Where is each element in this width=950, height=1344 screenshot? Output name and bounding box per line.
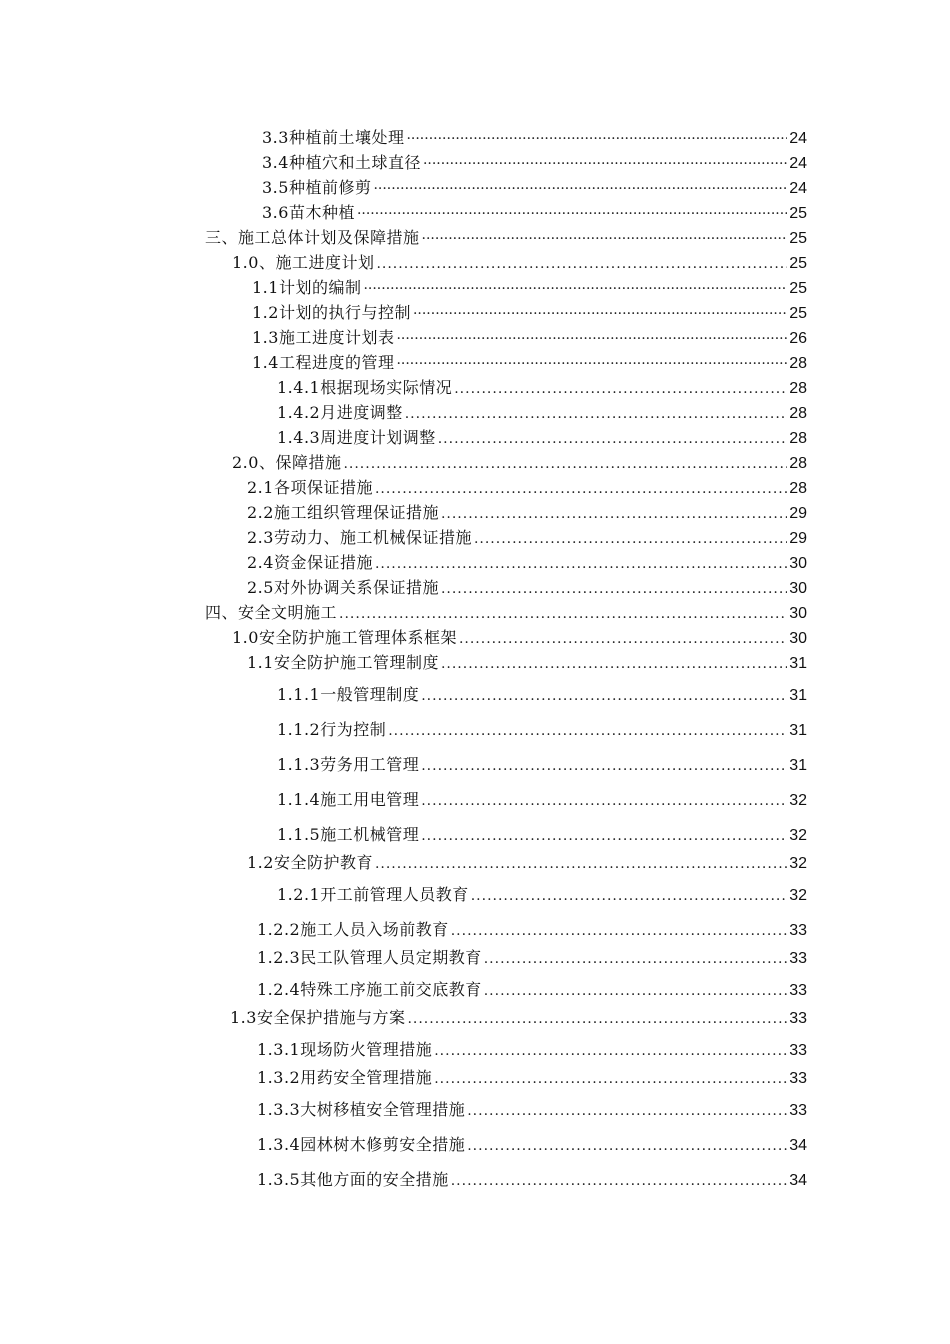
toc-entry-title: 1.0、施工进度计划 <box>232 253 375 272</box>
toc-entry[interactable] <box>247 526 807 550</box>
toc-entry-page: 33 <box>789 982 807 999</box>
toc-leader <box>459 627 787 651</box>
toc-leader <box>339 602 787 626</box>
toc-entry[interactable] <box>277 718 807 742</box>
toc-leader <box>441 652 787 676</box>
toc-entry-page: 26 <box>789 330 807 347</box>
toc-entry-title: 1.1.5施工机械管理 <box>277 825 420 844</box>
toc-entry-title: 2.4资金保证措施 <box>247 553 373 572</box>
toc-leader <box>413 302 787 326</box>
toc-entry-page: 31 <box>789 757 807 774</box>
toc-entry[interactable] <box>257 1038 807 1062</box>
toc-leader <box>375 477 787 501</box>
toc-entry-page: 28 <box>789 455 807 472</box>
toc-entry-page: 34 <box>789 1172 807 1189</box>
toc-leader <box>363 277 787 301</box>
toc-leader <box>421 754 787 778</box>
toc-leader <box>388 719 787 743</box>
toc-entry-title: 1.0安全防护施工管理体系框架 <box>232 628 457 647</box>
toc-entry[interactable] <box>257 978 807 1002</box>
toc-entry-page: 34 <box>789 1137 807 1154</box>
toc-leader <box>454 377 787 401</box>
toc-entry-title: 1.2.4特殊工序施工前交底教育 <box>257 980 482 999</box>
toc-leader <box>438 427 787 451</box>
toc-entry[interactable] <box>247 651 807 675</box>
toc-entry-page: 30 <box>789 555 807 572</box>
toc-entry-title: 1.1安全防护施工管理制度 <box>247 653 439 672</box>
toc-entry-page: 33 <box>789 922 807 939</box>
toc-entry-title: 1.1.4施工用电管理 <box>277 790 420 809</box>
toc-entry-title: 2.0、保障措施 <box>232 453 342 472</box>
toc-leader <box>406 127 787 151</box>
toc-entry-page: 29 <box>789 530 807 547</box>
toc-entry-page: 25 <box>789 230 807 247</box>
toc-entry-page: 29 <box>789 505 807 522</box>
toc-leader <box>396 352 787 376</box>
toc-entry[interactable] <box>232 626 807 650</box>
toc-entry[interactable] <box>252 276 807 300</box>
toc-entry-page: 28 <box>789 480 807 497</box>
toc-entry-title: 2.2施工组织管理保证措施 <box>247 503 439 522</box>
toc-entry-title: 3.3种植前土壤处理 <box>262 128 405 147</box>
toc-entry-title: 1.1.3劳务用工管理 <box>277 755 420 774</box>
toc-leader <box>375 552 787 576</box>
toc-leader <box>421 824 787 848</box>
toc-entry-title: 2.3劳动力、施工机械保证措施 <box>247 528 472 547</box>
toc-leader <box>484 947 787 971</box>
toc-entry[interactable] <box>277 426 807 450</box>
toc-entry-title: 1.3安全保护措施与方案 <box>230 1008 406 1027</box>
toc-leader <box>467 1134 787 1158</box>
toc-leader <box>421 684 787 708</box>
toc-entry-title: 3.6苗木种植 <box>262 203 355 222</box>
toc-entry[interactable] <box>262 151 807 175</box>
toc-leader <box>467 1099 787 1123</box>
toc-entry-page: 33 <box>789 950 807 967</box>
toc-entry-page: 33 <box>789 1042 807 1059</box>
toc-entry-page: 32 <box>789 855 807 872</box>
toc-leader <box>441 502 787 526</box>
toc-entry-page: 33 <box>789 1070 807 1087</box>
toc-entry-title: 1.3.3大树移植安全管理措施 <box>257 1100 466 1119</box>
toc-entry-title: 1.1计划的编制 <box>252 278 362 297</box>
toc-entry-title: 3.4种植穴和土球直径 <box>262 153 421 172</box>
toc-entry-title: 1.4.3周进度计划调整 <box>277 428 436 447</box>
toc-entry-title: 1.3.5其他方面的安全措施 <box>257 1170 449 1189</box>
toc-entry-page: 30 <box>789 605 807 622</box>
toc-entry[interactable] <box>257 1098 807 1122</box>
toc-leader <box>396 327 787 351</box>
toc-entry[interactable] <box>230 1006 807 1030</box>
toc-entry-page: 33 <box>789 1102 807 1119</box>
toc-entry-page: 28 <box>789 380 807 397</box>
toc-entry-title: 1.4工程进度的管理 <box>252 353 395 372</box>
toc-entry[interactable] <box>277 788 807 812</box>
toc-entry-page: 31 <box>789 722 807 739</box>
toc-leader <box>423 152 787 176</box>
toc-entry[interactable] <box>257 1066 807 1090</box>
toc-entry[interactable] <box>277 401 807 425</box>
toc-entry[interactable] <box>252 326 807 350</box>
toc-entry-page: 31 <box>789 687 807 704</box>
toc-entry-title: 2.5对外协调关系保证措施 <box>247 578 439 597</box>
toc-entry[interactable] <box>247 551 807 575</box>
toc-leader <box>474 527 787 551</box>
toc-entry[interactable] <box>257 946 807 970</box>
toc-entry[interactable] <box>247 851 807 875</box>
toc-entry[interactable] <box>205 601 807 625</box>
toc-leader <box>441 577 787 601</box>
toc-entry-page: 30 <box>789 580 807 597</box>
toc-entry-page: 28 <box>789 355 807 372</box>
toc-entry-page: 28 <box>789 405 807 422</box>
toc-entry-title: 2.1各项保证措施 <box>247 478 373 497</box>
toc-entry[interactable] <box>247 576 807 600</box>
toc-entry-title: 1.2.2施工人员入场前教育 <box>257 920 449 939</box>
toc-leader <box>422 227 788 251</box>
toc-entry-title: 1.3.4园林树木修剪安全措施 <box>257 1135 466 1154</box>
toc-entry[interactable] <box>277 753 807 777</box>
toc-entry-title: 1.3.1现场防火管理措施 <box>257 1040 433 1059</box>
toc-leader <box>375 852 787 876</box>
toc-entry[interactable] <box>277 683 807 707</box>
toc-entry-page: 25 <box>789 205 807 222</box>
toc-entry[interactable] <box>262 201 807 225</box>
toc-entry[interactable] <box>232 251 807 275</box>
toc-entry-page: 24 <box>789 130 807 147</box>
toc-entry[interactable] <box>277 883 807 907</box>
toc-entry[interactable] <box>247 501 807 525</box>
toc-entry[interactable] <box>262 126 807 150</box>
toc-leader <box>407 1007 787 1031</box>
toc-entry-page: 25 <box>789 280 807 297</box>
toc-leader <box>451 1169 787 1193</box>
toc-leader <box>421 789 787 813</box>
toc-entry-page: 25 <box>789 305 807 322</box>
toc-leader <box>484 979 787 1003</box>
toc-entry[interactable] <box>257 1168 807 1192</box>
toc-entry-title: 1.4.2月进度调整 <box>277 403 403 422</box>
toc-entry-title: 四、安全文明施工 <box>205 603 338 622</box>
toc-entry-page: 32 <box>789 887 807 904</box>
toc-entry-page: 24 <box>789 155 807 172</box>
toc-entry[interactable] <box>257 918 807 942</box>
toc-leader <box>451 919 787 943</box>
toc-entry[interactable] <box>252 301 807 325</box>
toc-leader <box>434 1039 787 1063</box>
toc-entry-page: 33 <box>789 1010 807 1027</box>
toc-entry[interactable] <box>205 226 807 250</box>
toc-leader <box>373 177 787 201</box>
toc-entry-title: 1.1.2行为控制 <box>277 720 387 739</box>
toc-entry-title: 1.2.3民工队管理人员定期教育 <box>257 948 482 967</box>
toc-entry-title: 1.3施工进度计划表 <box>252 328 395 347</box>
toc-entry-title: 1.2安全防护教育 <box>247 853 373 872</box>
toc-entry[interactable] <box>257 1133 807 1157</box>
toc-entry-title: 三、施工总体计划及保障措施 <box>205 228 420 247</box>
toc-entry-title: 1.1.1一般管理制度 <box>277 685 420 704</box>
toc-entry[interactable] <box>277 376 807 400</box>
toc-leader <box>376 252 787 276</box>
toc-entry-page: 32 <box>789 827 807 844</box>
toc-entry[interactable] <box>232 451 807 475</box>
toc-entry-page: 28 <box>789 430 807 447</box>
toc-entry-title: 1.4.1根据现场实际情况 <box>277 378 453 397</box>
toc-entry-page: 25 <box>789 255 807 272</box>
toc-entry-title: 1.3.2用药安全管理措施 <box>257 1068 433 1087</box>
toc-entry-page: 32 <box>789 792 807 809</box>
toc-leader <box>405 402 787 426</box>
toc-entry[interactable] <box>247 476 807 500</box>
toc-leader <box>434 1067 787 1091</box>
toc-entry-title: 1.2.1开工前管理人员教育 <box>277 885 469 904</box>
toc-entry[interactable] <box>252 351 807 375</box>
toc-entry-page: 30 <box>789 630 807 647</box>
toc-entry-page: 24 <box>789 180 807 197</box>
toc-entry-title: 1.2计划的执行与控制 <box>252 303 411 322</box>
toc-entry[interactable] <box>262 176 807 200</box>
toc-entry-page: 31 <box>789 655 807 672</box>
toc-leader <box>343 452 787 476</box>
toc-entry-title: 3.5种植前修剪 <box>262 178 372 197</box>
toc-entry[interactable] <box>277 823 807 847</box>
toc-leader <box>357 202 787 226</box>
toc-leader <box>471 884 787 908</box>
